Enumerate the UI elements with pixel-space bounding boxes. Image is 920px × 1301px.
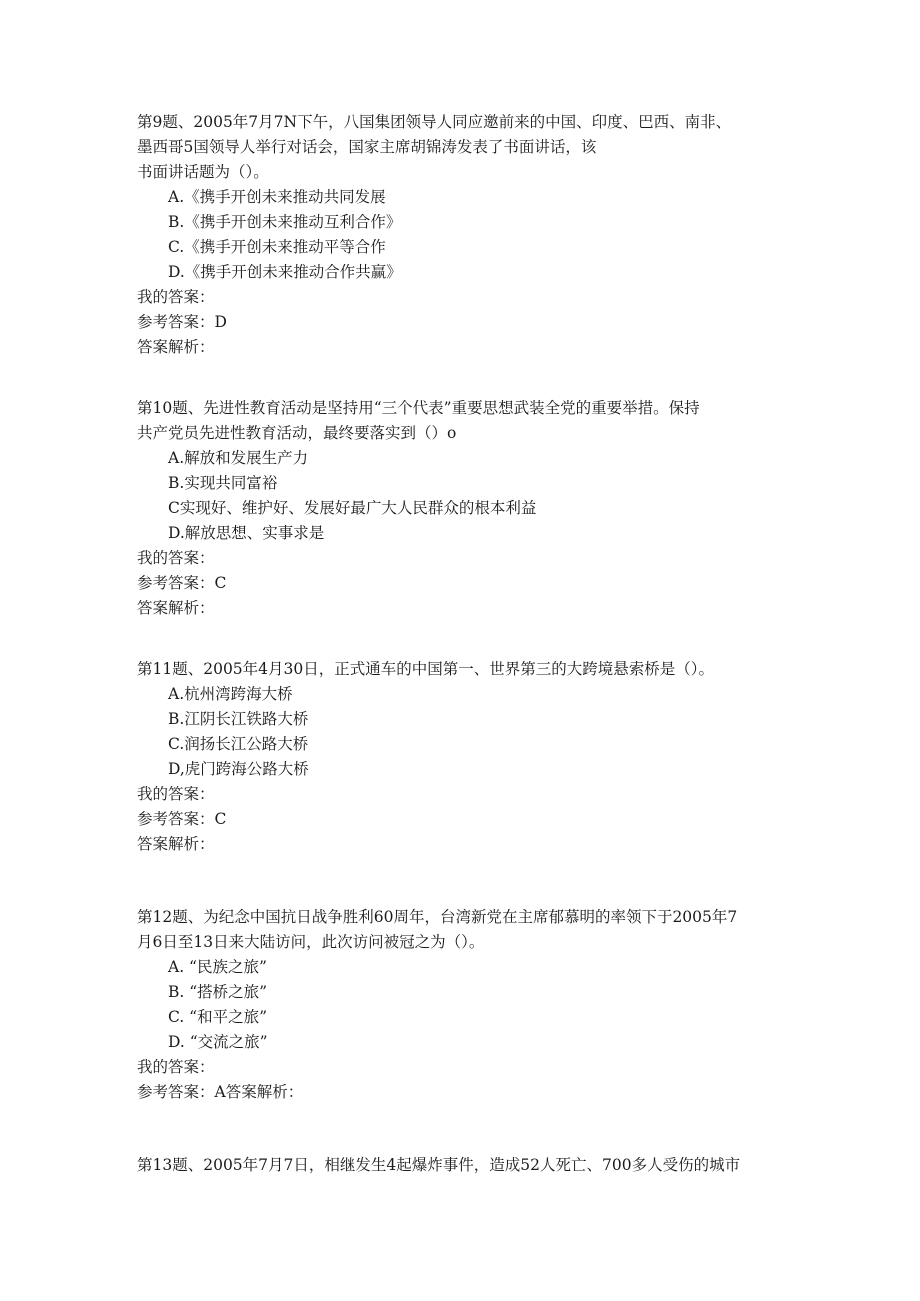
stem-line: 书面讲话题为（）。 bbox=[137, 163, 269, 181]
reference-answer: 参考答案：D bbox=[137, 313, 227, 331]
option-d: D,虎门跨海公路大桥 bbox=[168, 760, 309, 778]
question-stem bbox=[137, 110, 797, 185]
question-11 bbox=[137, 657, 797, 857]
option-d: D. “交流之旅” bbox=[168, 1033, 268, 1051]
question-13 bbox=[137, 1153, 797, 1178]
option-a: A. “民族之旅” bbox=[168, 958, 267, 976]
answer-explanation-label: 答案解析： bbox=[137, 835, 215, 853]
option-list bbox=[137, 955, 797, 1055]
stem-line: 月6日至13日来大陆访问，此次访问被冠之为（）。 bbox=[137, 933, 485, 951]
my-answer-label: 我的答案： bbox=[137, 785, 215, 803]
option-a: A.杭州湾跨海大桥 bbox=[168, 685, 293, 703]
my-answer-label: 我的答案： bbox=[137, 288, 215, 306]
option-a: A.解放和发展生产力 bbox=[168, 449, 309, 467]
question-12 bbox=[137, 905, 797, 1105]
my-answer-label: 我的答案： bbox=[137, 1058, 215, 1076]
option-list bbox=[137, 185, 797, 285]
question-stem bbox=[137, 396, 797, 446]
option-c: C.《携手开创未来推动平等合作 bbox=[168, 238, 386, 256]
option-b: B.实现共同富裕 bbox=[168, 474, 278, 492]
option-c: C.润扬长江公路大桥 bbox=[168, 735, 309, 753]
stem-line: 第10题、先进性教育活动是坚持用“三个代表”重要思想武装全党的重要举措。保持 bbox=[137, 399, 700, 417]
question-stem bbox=[137, 1153, 797, 1178]
option-b: B.《携手开创未来推动互利合作》 bbox=[168, 213, 402, 231]
option-b: B. “搭桥之旅” bbox=[168, 983, 268, 1001]
reference-answer-and-explanation: 参考答案：A答案解析： bbox=[137, 1083, 304, 1101]
question-stem bbox=[137, 657, 797, 682]
option-list bbox=[137, 682, 797, 782]
reference-answer: 参考答案：C bbox=[137, 810, 227, 828]
stem-line: 第11题、2005年4月30日，正式通车的中国第一、世界第三的大跨境悬索桥是（）。 bbox=[137, 660, 715, 678]
option-d: D.解放思想、实事求是 bbox=[168, 524, 325, 542]
answer-explanation-label: 答案解析： bbox=[137, 599, 215, 617]
option-b: B.江阴长江铁路大桥 bbox=[168, 710, 309, 728]
answer-explanation-label: 答案解析： bbox=[137, 338, 215, 356]
stem-line: 第9题、2005年7月7N下午，八国集团领导人同应邀前来的中国、印度、巴西、南非、 bbox=[137, 113, 732, 131]
stem-line: 第13题、2005年7月7日，相继发生4起爆炸事件，造成52人死亡、700多人受伤的城市 bbox=[137, 1156, 741, 1174]
stem-line: 墨西哥5国领导人举行对话会，国家主席胡锦涛发表了书面讲话，该 bbox=[137, 138, 597, 156]
stem-line: 第12题、为纪念中国抗日战争胜利60周年，台湾新党在主席郁慕明的率领下于2005年7 bbox=[137, 908, 738, 926]
option-c: C实现好、维护好、发展好最广大人民群众的根本利益 bbox=[168, 499, 537, 517]
question-10 bbox=[137, 396, 797, 621]
reference-answer: 参考答案：C bbox=[137, 574, 227, 592]
option-d: D.《携手开创未来推动合作共赢》 bbox=[168, 263, 402, 281]
option-c: C. “和平之旅” bbox=[168, 1008, 268, 1026]
stem-line: 共产党员先进性教育活动，最终要落实到（）o bbox=[137, 424, 457, 442]
option-a: A.《携手开创未来推动共同发展 bbox=[168, 188, 386, 206]
my-answer-label: 我的答案： bbox=[137, 549, 215, 567]
question-9 bbox=[137, 110, 797, 360]
option-list bbox=[137, 446, 797, 546]
question-stem bbox=[137, 905, 797, 955]
